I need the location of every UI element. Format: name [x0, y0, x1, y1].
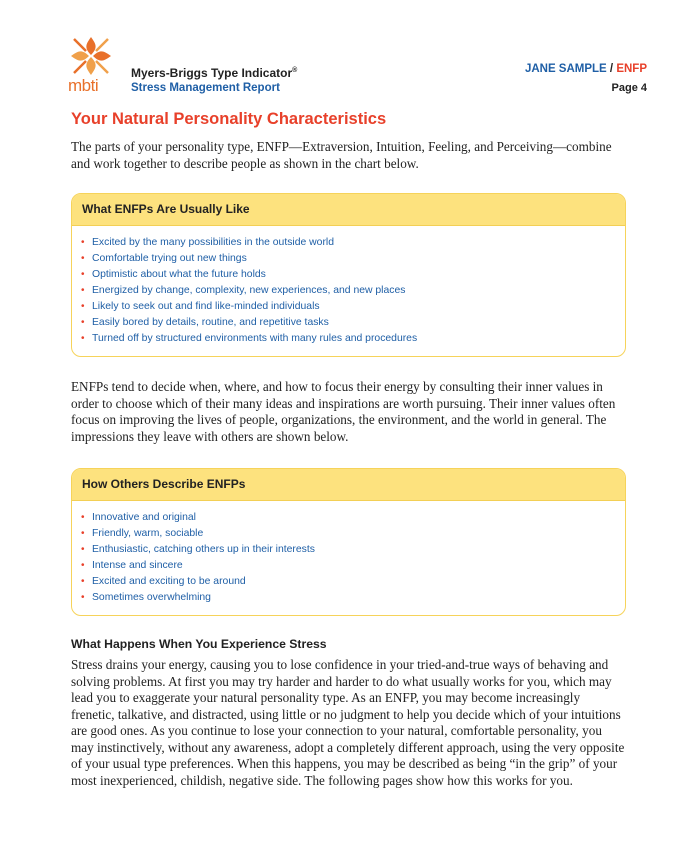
list-item: [81, 251, 625, 267]
client-name: JANE SAMPLE: [524, 63, 607, 75]
usually-like-list: [72, 226, 625, 356]
bullet-icon: •: [81, 253, 85, 264]
list-item-text: Sometimes overwhelming: [92, 592, 211, 603]
list-item-text: Intense and sincere: [92, 560, 183, 571]
list-item: [81, 510, 625, 526]
list-item-text: Likely to seek out and find like-minded individuals: [92, 301, 320, 312]
list-item: [81, 299, 625, 315]
list-item: [81, 283, 625, 299]
client-line: [525, 61, 647, 77]
bullet-icon: •: [81, 237, 85, 248]
bullet-icon: •: [81, 512, 85, 523]
usually-like-box: [71, 193, 626, 357]
report-header: [131, 63, 297, 96]
bullet-icon: •: [81, 544, 85, 555]
product-name-text: Myers-Briggs Type Indicator: [131, 66, 293, 80]
bullet-icon: •: [81, 333, 85, 344]
client-header: [525, 61, 647, 96]
bullet-icon: •: [81, 285, 85, 296]
list-item-text: Turned off by structured environments with many rules and procedures: [92, 333, 418, 344]
bullet-icon: •: [81, 269, 85, 280]
usually-like-heading: What ENFPs Are Usually Like: [72, 194, 625, 226]
list-item-text: Friendly, warm, sociable: [92, 528, 204, 539]
others-describe-heading: How Others Describe ENFPs: [72, 469, 625, 501]
mbti-logo-icon: [68, 34, 114, 78]
list-item: [81, 235, 625, 251]
list-item-text: Optimistic about what the future holds: [92, 269, 266, 280]
intro-paragraph: The parts of your personality type, ENFP—Extraversion, Intuition, Feeling, and Perceiving—combine and work together to describe people as shown in the chart below.: [71, 139, 612, 171]
client-type: ENFP: [616, 63, 647, 75]
logo-wordmark: mbti: [68, 76, 99, 95]
list-item-text: Enthusiastic, catching others up in their interests: [92, 544, 315, 555]
list-item: [81, 558, 625, 574]
list-item: [81, 331, 625, 347]
middle-paragraph: ENFPs tend to decide when, where, and how to focus their energy by consulting their inner values in order to choose which of their many ideas and inspirations are worth pursuing. Their inner values often focus on improving the lives of people, organizations, the environment, and the world in general. The impressions they leave with others are shown below.: [71, 379, 616, 444]
list-item-text: Energized by change, complexity, new experiences, and new places: [92, 285, 406, 296]
list-item-text: Excited and exciting to be around: [92, 576, 246, 587]
mbti-logo: [68, 34, 114, 94]
stress-paragraph: Stress drains your energy, causing you to lose confidence in your tried-and-true ways of behaving and solving problems. At first you may try harder and harder to do what usually works for you, which may lead you to exaggerate your natural personality type. As an ENFP, you may become increasingly frenetic, talkative, and distracted, using little or no judgment to help you decide which of your intuitions are good ones. As you continue to lose your connection to your natural, comfortable personality, you may instinctively, without any awareness, adopt a completely different approach, using the very opposite of your usual type preferences. When this happens, you may be described as being “in the grip” of your most inexperienced, childish, negative side. The following pages show how this works for you.: [71, 657, 625, 788]
product-name: [131, 63, 297, 81]
list-item: [81, 590, 625, 606]
list-item: [81, 574, 625, 590]
bullet-icon: •: [81, 528, 85, 539]
page-number: Page 4: [611, 82, 647, 94]
list-item: [81, 267, 625, 283]
list-item: [81, 542, 625, 558]
bullet-icon: •: [81, 576, 85, 587]
stress-heading: What Happens When You Experience Stress: [71, 637, 327, 651]
registered-mark: ®: [292, 67, 298, 74]
bullet-icon: •: [81, 592, 85, 603]
list-item-text: Comfortable trying out new things: [92, 253, 247, 264]
list-item: [81, 315, 625, 331]
list-item-text: Innovative and original: [92, 512, 196, 523]
bullet-icon: •: [81, 560, 85, 571]
others-describe-box: [71, 468, 626, 616]
list-item-text: Easily bored by details, routine, and repetitive tasks: [92, 317, 329, 328]
bullet-icon: •: [81, 317, 85, 328]
section-title: Your Natural Personality Characteristics: [71, 110, 387, 128]
bullet-icon: •: [81, 301, 85, 312]
client-separator: /: [606, 63, 617, 75]
others-describe-list: [72, 501, 625, 615]
list-item-text: Excited by the many possibilities in the outside world: [92, 237, 334, 248]
report-name: Stress Management Report: [131, 82, 280, 94]
list-item: [81, 526, 625, 542]
